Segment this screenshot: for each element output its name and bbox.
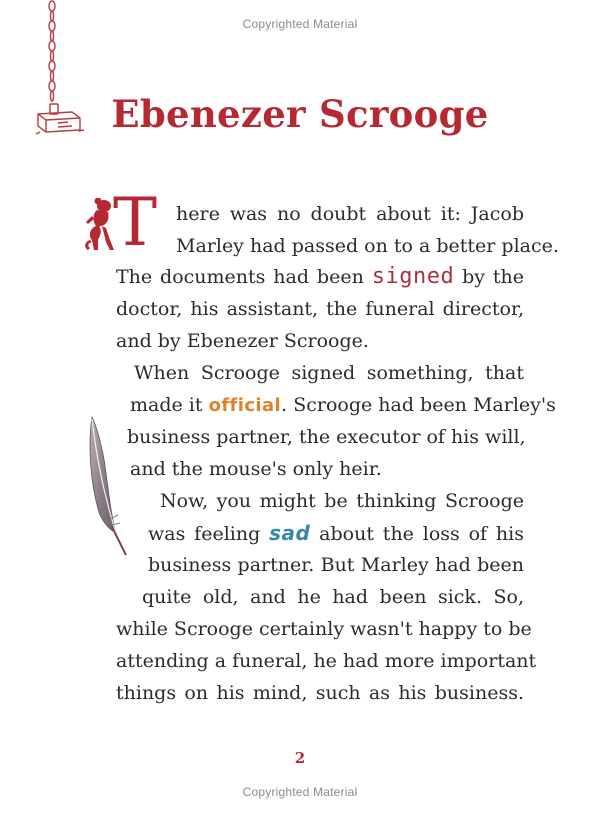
text-line: [148, 522, 524, 544]
text-line: When Scrooge signed something, that: [134, 362, 524, 384]
text-line: [116, 266, 524, 288]
watermark-bottom: Copyrighted Material: [242, 785, 358, 799]
text-line: quite old, and he had been sick. So,: [142, 586, 524, 608]
text-line: business partner, the executor of his will,: [127, 426, 526, 448]
text-line: attending a funeral, he had more important: [116, 650, 537, 672]
text-line: Marley had passed on to a better place.: [176, 235, 559, 257]
text-fragment: made it: [130, 394, 203, 416]
text-line: doctor, his assistant, the funeral director,: [116, 298, 524, 320]
text-line: business partner. But Marley had been: [148, 554, 524, 576]
watermark-top: Copyrighted Material: [242, 17, 358, 31]
text-line: while Scrooge certainly wasn't happy to be: [116, 618, 532, 640]
page-number: 2: [294, 749, 306, 767]
text-fragment: The documents had been: [116, 266, 364, 288]
text-line: things on his mind, such as his business.: [116, 682, 524, 704]
text-fragment: about the loss of his: [319, 523, 524, 545]
highlight-word-official: official: [208, 395, 282, 416]
text-fragment: by the: [462, 266, 525, 288]
quill-feather-icon: [86, 415, 132, 560]
highlight-word-signed: signed: [371, 264, 455, 289]
text-fragment: was feeling: [148, 523, 261, 545]
drop-cap-letter: T: [113, 184, 158, 261]
text-line: here was no doubt about it: Jacob: [176, 203, 524, 225]
text-line: [130, 394, 556, 416]
text-line: and by Ebenezer Scrooge.: [116, 330, 369, 352]
text-line: Now, you might be thinking Scrooge: [160, 490, 524, 512]
highlight-word-sad: sad: [269, 521, 311, 545]
chapter-title: Ebenezer Scrooge: [111, 92, 489, 136]
text-line: and the mouse's only heir.: [130, 458, 382, 480]
text-fragment: . Scrooge had been Marley's: [281, 394, 556, 416]
